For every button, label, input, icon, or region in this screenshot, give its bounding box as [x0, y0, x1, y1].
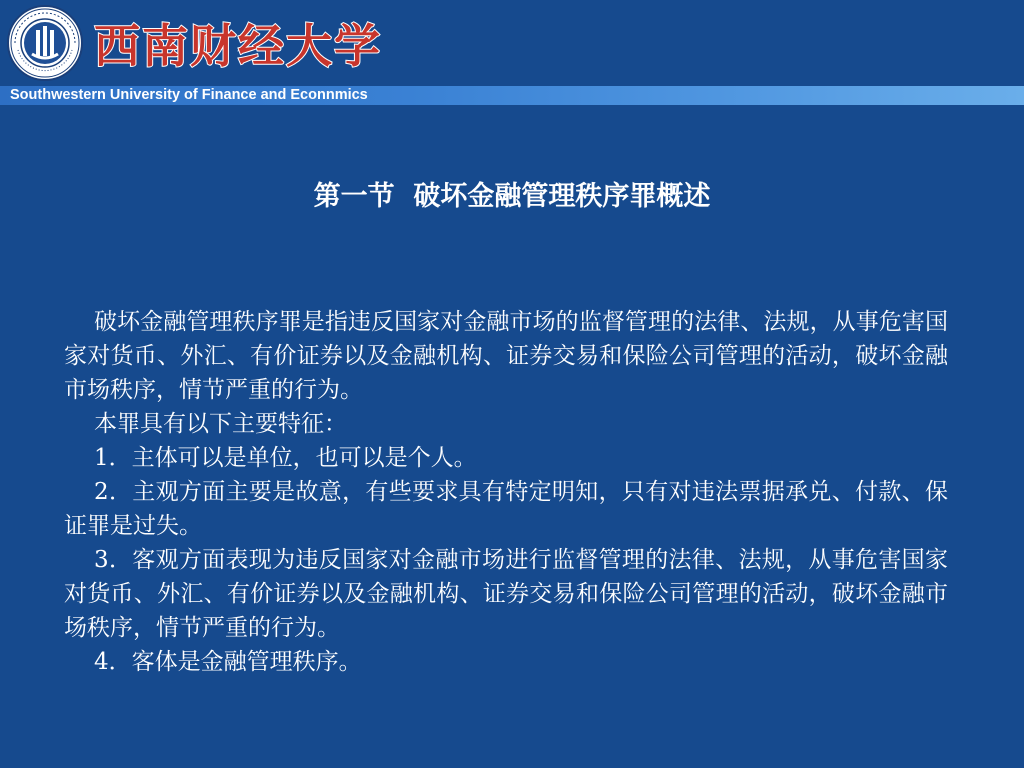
slide-title: 第一节 破坏金融管理秩序罪概述 [313, 181, 711, 212]
feature-item-3: 3．客观方面表现为违反国家对金融市场进行监督管理的法律、法规，从事危害国家对货币、外汇、有价证券以及金融机构、证券交易和保险公司管理的活动，破坏金融市场秩序，情节严重的行为。 [64, 547, 948, 641]
slide-body [64, 305, 948, 679]
definition-paragraph: 破坏金融管理秩序罪是指违反国家对金融市场的监督管理的法律、法规，从事危害国家对货币、外汇、有价证券以及金融机构、证券交易和保险公司管理的活动，破坏金融市场秩序，情节严重的行为。 [64, 309, 948, 403]
university-name-cn: 西南财经大学 [94, 19, 382, 73]
features-intro: 本罪具有以下主要特征： [94, 411, 347, 437]
slide-header [0, 0, 1024, 104]
feature-item-2: 2．主观方面主要是故意，有些要求具有特定明知，只有对违法票据承兑、付款、保证罪是过失。 [64, 479, 948, 539]
university-name-en: Southwestern University of Finance and Econnmics [10, 87, 368, 103]
university-seal-icon [6, 4, 84, 82]
feature-item-4: 4．客体是金融管理秩序。 [94, 649, 362, 675]
feature-item-1: 1．主体可以是单位，也可以是个人。 [94, 445, 477, 471]
calligraphy-wordmark [92, 14, 392, 74]
university-banner [0, 86, 1024, 105]
